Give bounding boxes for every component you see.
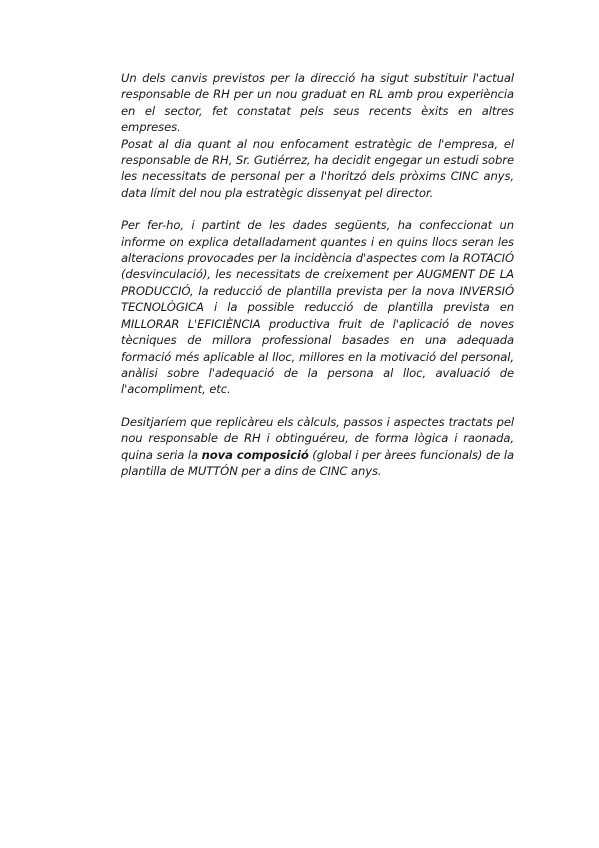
task-text-before: Desitjaríem que replicàreu els càlculs, passos i aspectes tractats pel nou responsable de RH i obtinguéreu, de forma lògica i raonada, quina seria la: [121, 414, 514, 462]
paragraph-hr-replacement: Un dels canvis previstos per la direcció ha sigut substituir l'actual responsable de RH per un nou graduat en RL amb prou experiència en el sector, fet constatat pels seus recents èxits en altres empreses.: [121, 71, 514, 135]
paragraph-task-request: [121, 414, 514, 480]
task-text-bold: nova composició: [201, 447, 309, 462]
paragraph-strategic-study: Posat al dia quant al nou enfocament estratègic de l'empresa, el responsable de RH, Sr. Gutiérrez, ha decidit engegar un estudi sobre les necessitats de personal per a l'horitzó dels pròxims CINC anys, data límit del nou pla estratègic dissenyat pel director.: [121, 136, 514, 200]
paragraph-spacer: [121, 398, 514, 414]
document-body: [121, 70, 514, 479]
paragraph-spacer: [121, 201, 514, 217]
paragraph-report-description: Per fer-ho, i partint de les dades següents, ha confeccionat un informe on explica detalladament quantes i en quins llocs seran les alteracions provocades per la incidència d'aspectes com la ROTACIÓ (desvinculació), les necessitats de creixement per AUGMENT DE LA PRODUCCIÓ, la reducció de plantilla prevista per la nova INVERSIÓ TECNOLÒGICA i la possible reducció de plantilla prevista en MILLORAR L'EFICIÈNCIA productiva fruit de l'aplicació de noves tècniques de millora professional basades en una adequada formació més aplicable al lloc, millores en la motivació del personal, anàlisi sobre l'adequació de la persona al lloc, avaluació de l'acompliment, etc.: [121, 218, 514, 397]
task-text-after: (global i per àrees funcionals) de la plantilla de MUTTÓN per a dins de CINC anys.: [121, 447, 514, 478]
